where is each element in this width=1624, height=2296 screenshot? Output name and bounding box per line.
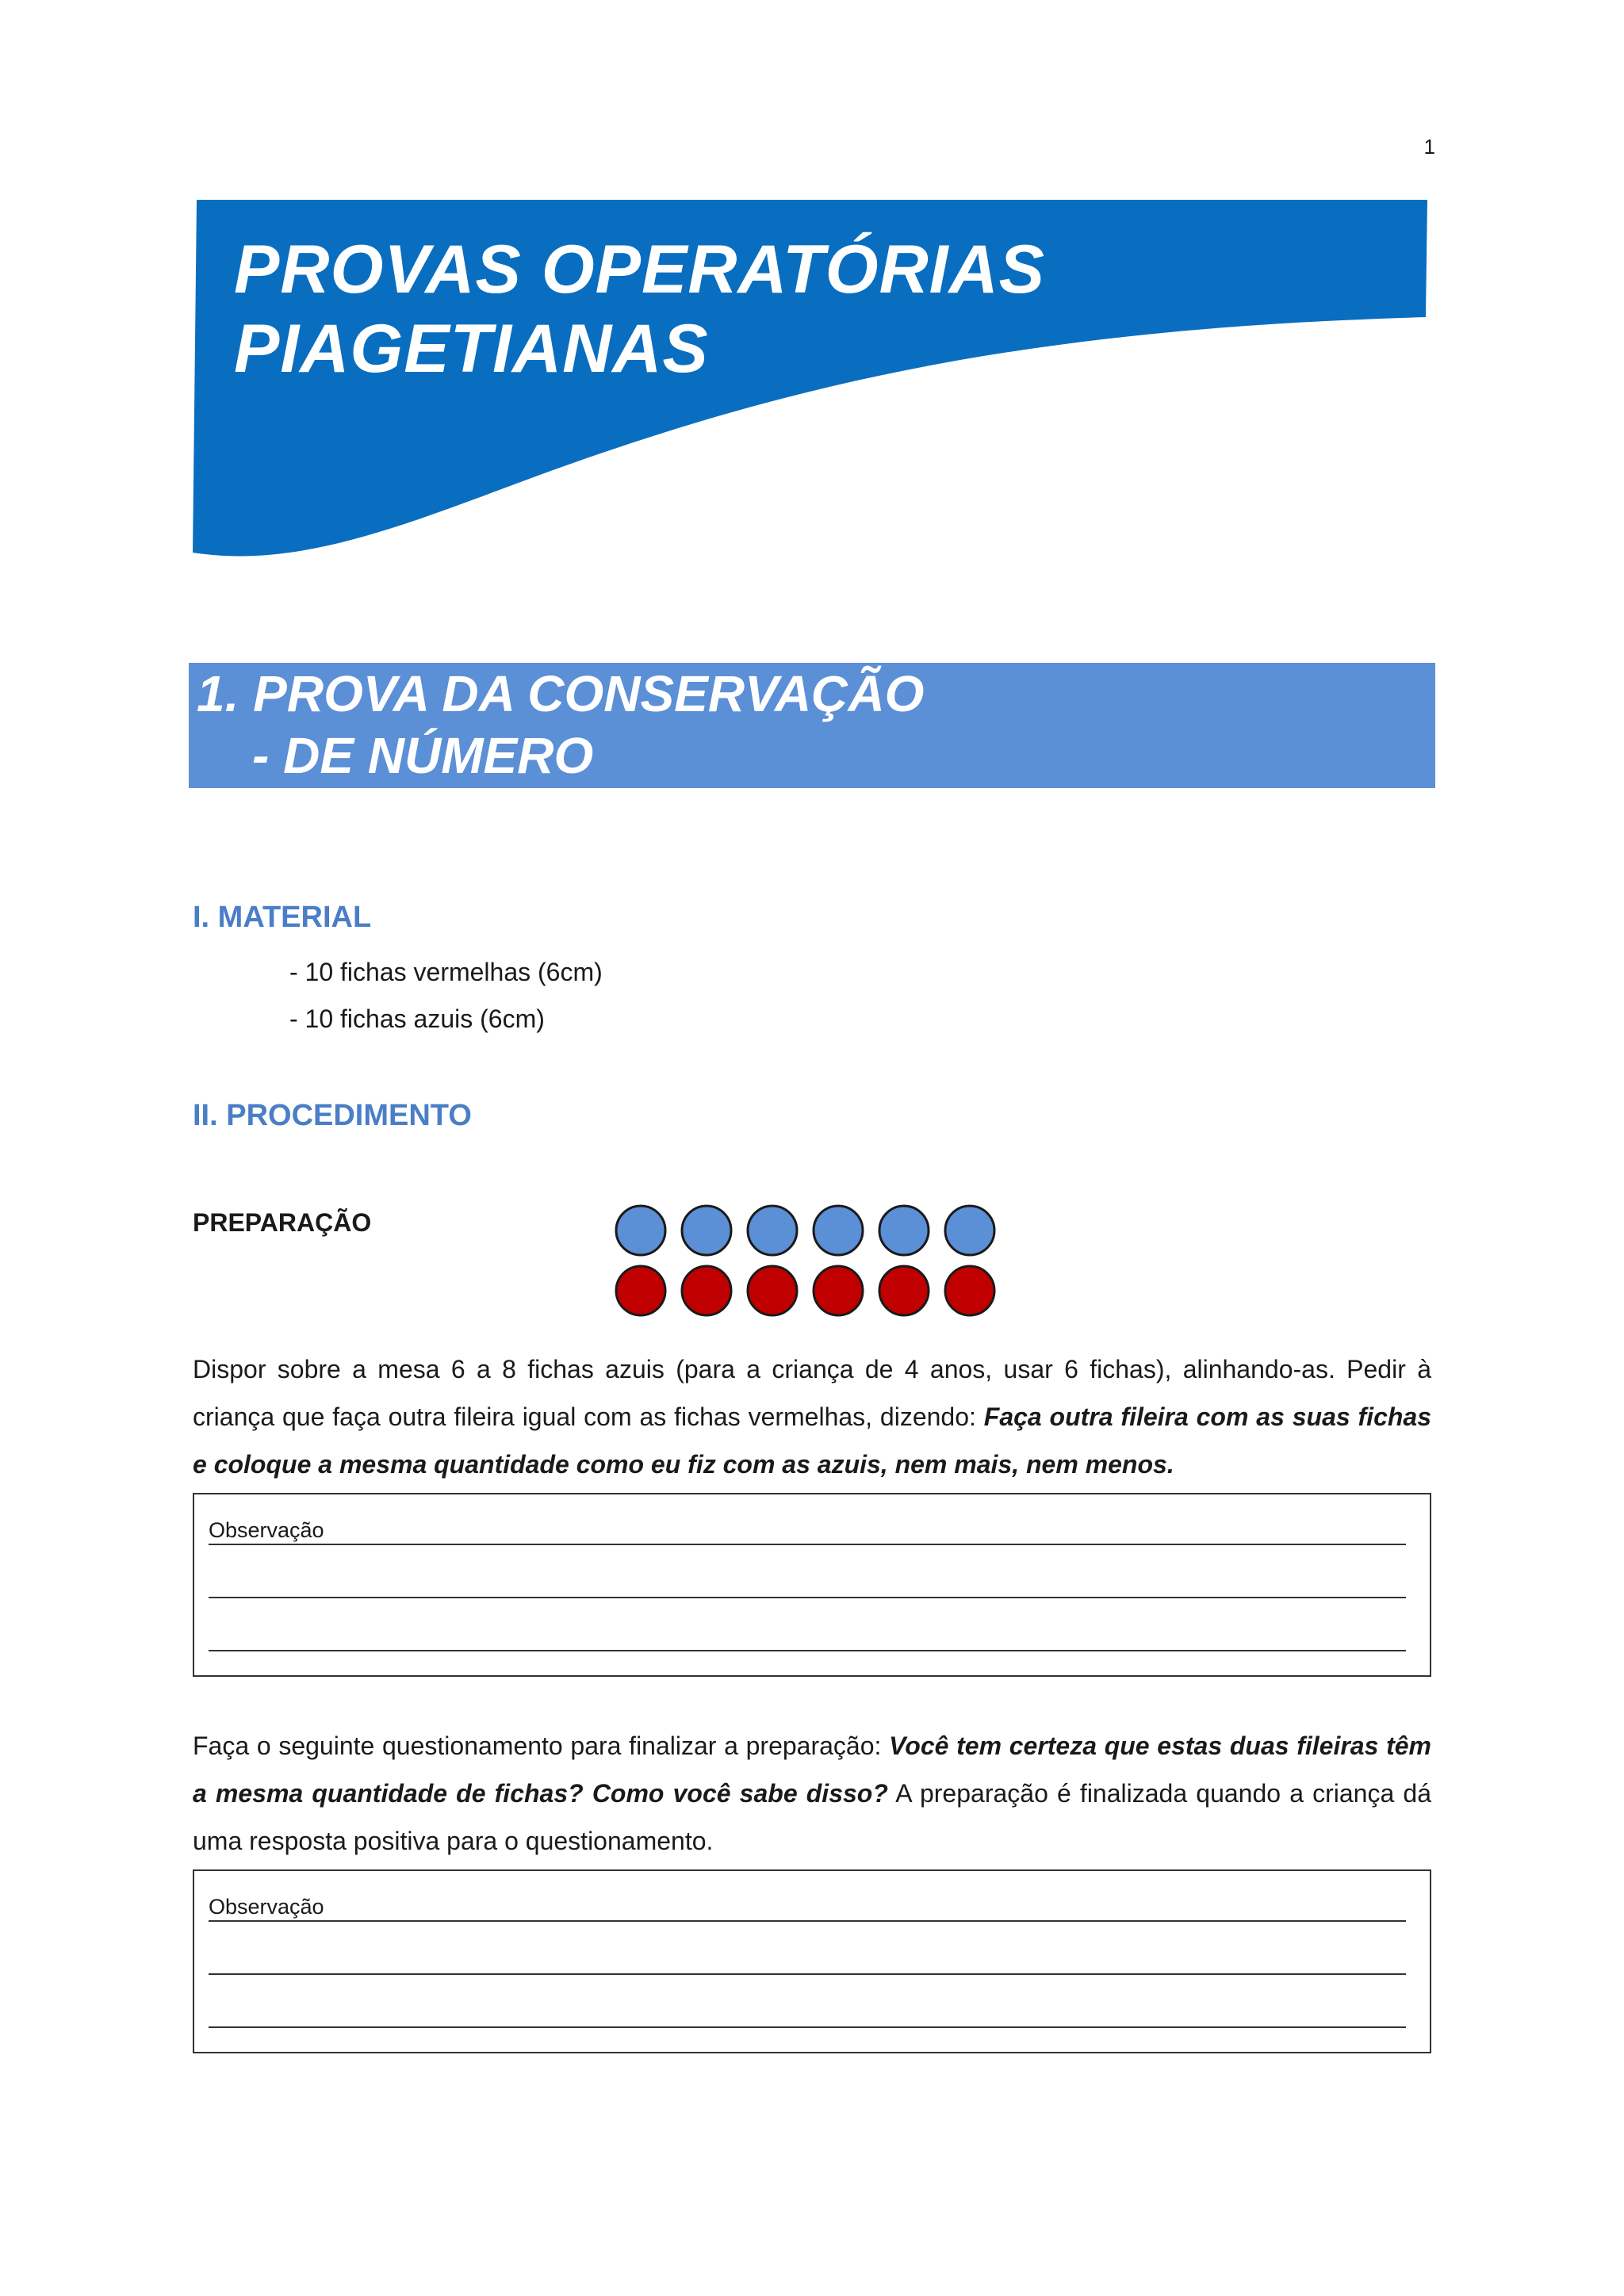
blue-chip: [814, 1206, 863, 1255]
red-chip: [879, 1266, 929, 1315]
instruction-paragraph: [193, 1345, 1431, 1488]
observation-line[interactable]: [209, 1920, 1406, 1922]
chips-illustration: [611, 1201, 1007, 1320]
questioning-text-after: A preparação é finalizada quando a criança dá uma resposta positiva para o questionamento.: [193, 1779, 1432, 1855]
instruction-text: Dispor sobre a mesa 6 a 8 fichas azuis (para a criança de 4 anos, usar 6 fichas), alinhando-as. Pedir à criança que faça outra fileira igual com as fichas vermelhas, dizendo:: [193, 1355, 1431, 1431]
observation-line[interactable]: [209, 1544, 1406, 1545]
observation-line[interactable]: [209, 2026, 1406, 2028]
blue-chip: [748, 1206, 797, 1255]
blue-chip: [682, 1206, 731, 1255]
red-chip: [616, 1266, 665, 1315]
section-title-line1: 1. PROVA DA CONSERVAÇÃO: [197, 665, 925, 722]
observation-line[interactable]: [209, 1973, 1406, 1975]
questioning-text: Faça o seguinte questionamento para finalizar a preparação:: [193, 1732, 890, 1760]
observation-box[interactable]: [193, 1869, 1431, 2053]
procedure-heading: II. PROCEDIMENTO: [193, 1099, 472, 1132]
document-title-line2: PIAGETIANAS: [234, 311, 709, 387]
material-item: - 10 fichas vermelhas (6cm): [289, 958, 603, 986]
observation-label: Observação: [209, 1518, 329, 1543]
page-number: 1: [1423, 135, 1435, 159]
preparation-label: PREPARAÇÃO: [193, 1208, 372, 1237]
blue-chip: [879, 1206, 929, 1255]
observation-box[interactable]: [193, 1493, 1431, 1677]
blue-chip: [616, 1206, 665, 1255]
material-heading: I. MATERIAL: [193, 901, 372, 934]
blue-chip: [945, 1206, 994, 1255]
observation-line[interactable]: [209, 1650, 1406, 1651]
red-chip: [814, 1266, 863, 1315]
material-item: - 10 fichas azuis (6cm): [289, 1004, 545, 1033]
section-title: [197, 663, 924, 786]
instruction-emphasis: Faça outra fileira com as suas fichas e coloque a mesma quantidade como eu fiz com as azuis, nem mais, nem menos.: [193, 1402, 1432, 1479]
observation-line[interactable]: [209, 1597, 1406, 1598]
red-chip: [945, 1266, 994, 1315]
questioning-paragraph: [193, 1722, 1431, 1865]
section-title-line2: - DE NÚMERO: [252, 727, 594, 784]
questioning-emphasis: Você tem certeza que estas duas fileiras têm a mesma quantidade de fichas? Como você sabe disso?: [193, 1732, 1432, 1808]
document-title: [234, 230, 1045, 388]
red-chip: [748, 1266, 797, 1315]
document-title-line1: PROVAS OPERATÓRIAS: [234, 232, 1046, 308]
observation-label: Observação: [209, 1895, 329, 1919]
red-chip: [682, 1266, 731, 1315]
